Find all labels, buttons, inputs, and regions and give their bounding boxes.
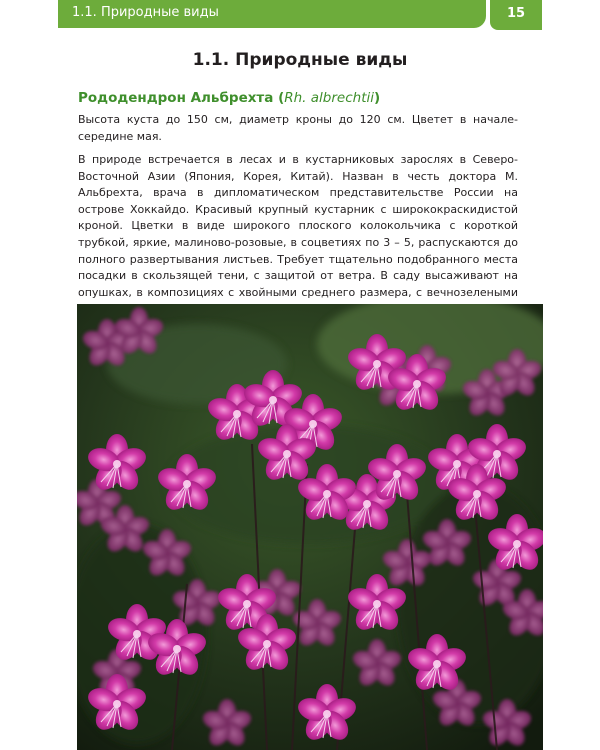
flower-photo-illustration xyxy=(77,304,543,750)
paren-open: ( xyxy=(278,90,285,106)
running-header: 1.1. Природные виды xyxy=(72,5,219,20)
paragraph-size-text: Высота куста до 150 см, диаметр кроны до 120 см. Цветет в начале-середине мая. xyxy=(78,113,518,143)
paragraph-size xyxy=(78,112,518,145)
page-number-tab xyxy=(490,0,542,30)
paragraph-description xyxy=(78,152,518,318)
species-name-ru: Рододендрон Альбрехта xyxy=(78,90,274,106)
section-title: 1.1. Природные виды xyxy=(192,50,408,70)
header-band xyxy=(58,0,486,28)
flower-photo xyxy=(77,304,543,750)
species-heading xyxy=(78,90,380,106)
page-number: 15 xyxy=(506,6,526,21)
paren-close: ) xyxy=(374,90,381,106)
species-name-latin: Rh. albrechtii xyxy=(284,90,374,106)
paragraph-description-text: В природе встречается в лесах и в кустарниковых зарослях в Северо-Восточной Азии (Япония, Корея, Китай). Назван в честь доктора М. Альбрехта, врача в дипломатическом представительстве России на острове Хоккайдо. Красивый крупный кустарник с ширококраскидистой кроной. Цветки в виде широкого плоского колокольчика с короткой трубкой, яркие, малиново-розовые, в соцветиях по 3 – 5, распускаются до полного развертывания листьев. Требует тщательно подобранного места посадки в скользящей тени, с защитой от ветра. В саду высаживают на опушках, в композициях с хвойными среднего размера, с вечнозелеными xyxy=(78,153,518,299)
